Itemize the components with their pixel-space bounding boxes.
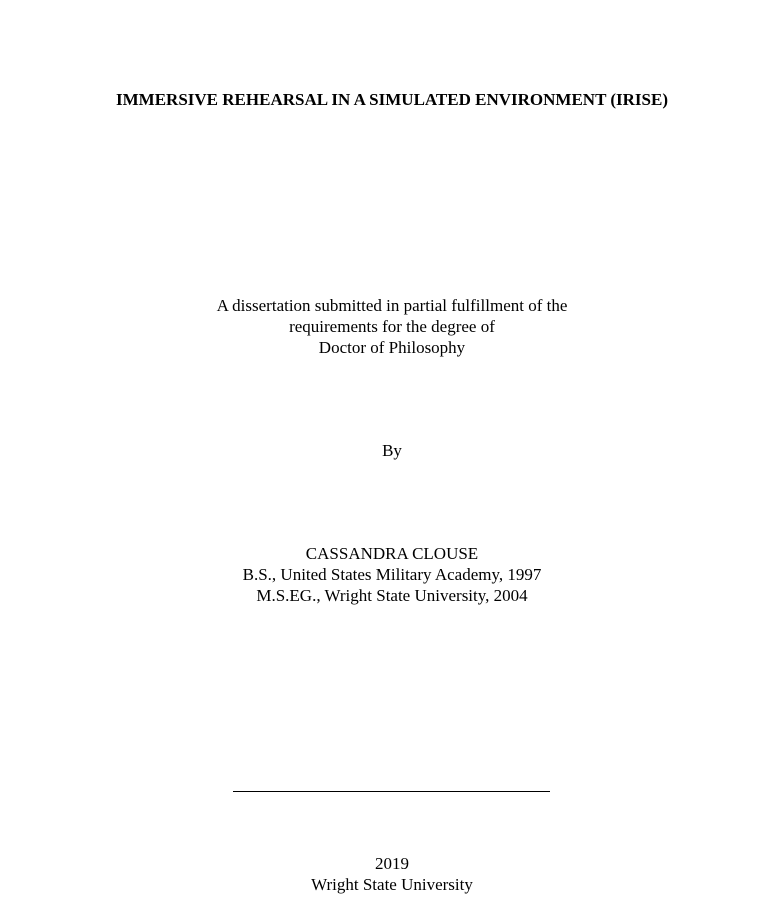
institution-name: Wright State University [311, 875, 473, 894]
author-block [0, 543, 757, 606]
dissertation-title: IMMERSIVE REHEARSAL IN A SIMULATED ENVIRONMENT (IRISE) [116, 90, 668, 109]
by-label: By [382, 441, 402, 460]
author-degree-1: B.S., United States Military Academy, 1997 [242, 565, 542, 584]
author-name: CASSANDRA CLOUSE [305, 544, 479, 563]
signature-line [233, 791, 550, 792]
statement-line-2: requirements for the degree of [289, 317, 495, 336]
footer-block [0, 853, 757, 895]
statement-line-3: Doctor of Philosophy [318, 338, 466, 357]
submission-year: 2019 [375, 854, 409, 873]
author-degree-2: M.S.EG., Wright State University, 2004 [256, 586, 528, 605]
submission-statement [0, 295, 757, 358]
statement-line-1: A dissertation submitted in partial fulfillment of the [216, 296, 568, 315]
